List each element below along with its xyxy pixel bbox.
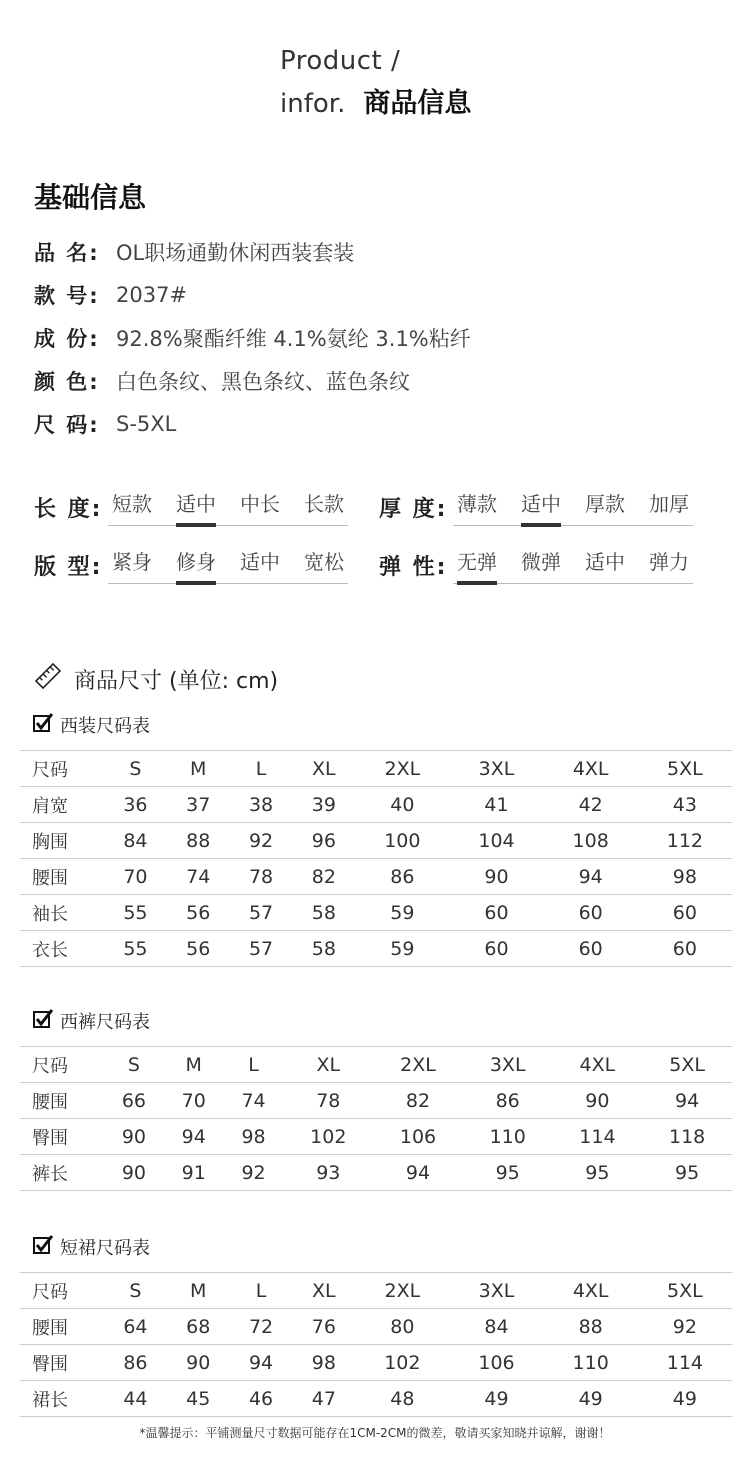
size-header-cell: S [104,1273,167,1309]
size-header-cell: L [224,1047,284,1083]
basic-row-composition [34,316,471,359]
header-line-1: Product / [280,46,401,76]
value-cell: 114 [638,1345,732,1381]
attribute-elasticity [379,540,724,598]
value-cell: 41 [449,787,543,823]
value-cell: 84 [104,823,167,859]
value-cell: 66 [104,1083,164,1119]
value-cell: 104 [449,823,543,859]
size-table [20,750,732,967]
size-header-cell: S [104,1047,164,1083]
basic-info-list [34,230,471,445]
attribute-option: 紧身 [112,550,152,574]
measurement-label-cell: 腰围 [20,1083,104,1119]
attribute-fit [34,540,379,598]
value-cell: 74 [224,1083,284,1119]
table-title-text: 西裤尺码表 [60,1012,150,1033]
value-cell: 95 [463,1155,553,1191]
value-cell: 60 [638,895,732,931]
value-cell: 49 [449,1381,543,1417]
measurement-label-cell: 腰围 [20,1309,104,1345]
pants-size-table-block [20,1008,732,1191]
value-cell: 106 [373,1119,463,1155]
value-cell: 92 [230,823,293,859]
size-header-cell: 4XL [544,1273,638,1309]
sizes-title-text: 商品尺寸 (单位: cm) [74,668,279,694]
value-cell: 90 [449,859,543,895]
value-cell: 74 [167,859,230,895]
table-row [20,1309,732,1345]
value-cell: 40 [355,787,449,823]
basic-value: S-5XL [116,411,177,436]
attribute-key: 版 型: [34,555,103,580]
table-row [20,1119,732,1155]
attribute-thickness [379,482,724,540]
value-cell: 72 [230,1309,293,1345]
measurement-label-cell: 臀围 [20,1345,104,1381]
value-cell: 59 [355,931,449,967]
value-cell: 60 [544,895,638,931]
value-cell: 42 [544,787,638,823]
basic-row-name [34,230,471,273]
attribute-option: 薄款 [457,492,497,516]
basic-row-size [34,402,471,445]
attribute-options [453,482,693,526]
table-title-text: 西装尺码表 [60,716,150,737]
measurement-label-cell: 袖长 [20,895,104,931]
header-label-cell: 尺码 [20,1273,104,1309]
value-cell: 88 [544,1309,638,1345]
value-cell: 64 [104,1309,167,1345]
size-header-cell: M [164,1047,224,1083]
size-header-cell: XL [283,1047,373,1083]
size-header-cell: 2XL [355,751,449,787]
attribute-option: 长款 [304,492,344,516]
attribute-option: 适中 [176,482,216,525]
ruler-icon [34,662,62,696]
attribute-row [34,540,724,598]
value-cell: 82 [292,859,355,895]
table-row [20,787,732,823]
table-title [32,1234,732,1260]
attribute-options [108,540,348,584]
size-header-cell: 5XL [642,1047,732,1083]
value-cell: 60 [449,931,543,967]
value-cell: 76 [292,1309,355,1345]
measurement-label-cell: 裤长 [20,1155,104,1191]
table-title [32,1008,732,1034]
table-row [20,1381,732,1417]
basic-value: 92.8%聚酯纤维 4.1%氨纶 3.1%粘纤 [116,326,471,351]
value-cell: 59 [355,895,449,931]
value-cell: 106 [449,1345,543,1381]
basic-row-style-no [34,273,471,316]
size-header-cell: 4XL [544,751,638,787]
value-cell: 57 [230,895,293,931]
value-cell: 94 [164,1119,224,1155]
attribute-options [108,482,348,526]
value-cell: 60 [638,931,732,967]
suit-size-table-block [20,712,732,967]
attribute-option: 修身 [176,540,216,583]
size-header-cell: M [167,751,230,787]
measurement-label-cell: 腰围 [20,859,104,895]
size-header-cell: 5XL [638,1273,732,1309]
value-cell: 43 [638,787,732,823]
table-header-row [20,1047,732,1083]
value-cell: 100 [355,823,449,859]
attribute-option: 无弹 [457,540,497,583]
size-header-cell: M [167,1273,230,1309]
checkbox-checked-icon [32,712,54,739]
value-cell: 78 [283,1083,373,1119]
value-cell: 90 [553,1083,643,1119]
measurement-label-cell: 臀围 [20,1119,104,1155]
size-header-cell: XL [292,1273,355,1309]
size-header-cell: 3XL [449,1273,543,1309]
value-cell: 86 [355,859,449,895]
table-title-text: 短裙尺码表 [60,1238,150,1259]
value-cell: 90 [104,1155,164,1191]
value-cell: 92 [638,1309,732,1345]
attribute-option: 短款 [112,492,152,516]
value-cell: 110 [544,1345,638,1381]
value-cell: 94 [373,1155,463,1191]
size-header-cell: 2XL [373,1047,463,1083]
table-row [20,1345,732,1381]
size-table [20,1272,732,1417]
value-cell: 90 [104,1119,164,1155]
value-cell: 58 [292,895,355,931]
value-cell: 60 [544,931,638,967]
value-cell: 86 [104,1345,167,1381]
basic-key: 尺 码: [34,412,100,437]
value-cell: 98 [638,859,732,895]
value-cell: 98 [292,1345,355,1381]
basic-value: 2037# [116,282,188,307]
table-row [20,895,732,931]
size-header-cell: 5XL [638,751,732,787]
value-cell: 95 [553,1155,643,1191]
value-cell: 49 [544,1381,638,1417]
measurement-label-cell: 肩宽 [20,787,104,823]
header-label-cell: 尺码 [20,751,104,787]
measurement-label-cell: 胸围 [20,823,104,859]
header-label-cell: 尺码 [20,1047,104,1083]
size-header-cell: L [230,1273,293,1309]
value-cell: 91 [164,1155,224,1191]
value-cell: 49 [638,1381,732,1417]
value-cell: 110 [463,1119,553,1155]
value-cell: 55 [104,895,167,931]
measurement-label-cell: 裙长 [20,1381,104,1417]
table-row [20,1083,732,1119]
value-cell: 95 [642,1155,732,1191]
value-cell: 58 [292,931,355,967]
basic-key: 成 份: [34,326,100,351]
basic-key: 款 号: [34,283,100,308]
value-cell: 112 [638,823,732,859]
measurement-note: *温馨提示：平铺测量尺寸数据可能存在1CM-2CM的微差，敬请买家知晓并谅解，谢谢！ [139,1426,611,1440]
value-cell: 94 [642,1083,732,1119]
value-cell: 88 [167,823,230,859]
value-cell: 46 [230,1381,293,1417]
value-cell: 108 [544,823,638,859]
value-cell: 60 [449,895,543,931]
page-header [280,44,471,124]
checkbox-checked-icon [32,1234,54,1261]
value-cell: 70 [104,859,167,895]
table-title [32,712,732,738]
header-cn: 商品信息 [363,88,472,119]
size-header-cell: S [104,751,167,787]
value-cell: 47 [292,1381,355,1417]
checkbox-checked-icon [32,1008,54,1035]
attribute-length [34,482,379,540]
basic-info-title: 基础信息 [34,181,147,214]
table-row [20,1155,732,1191]
basic-row-color [34,359,471,402]
table-header-row [20,1273,732,1309]
basic-key: 品 名: [34,240,100,265]
size-header-cell: 3XL [463,1047,553,1083]
value-cell: 37 [167,787,230,823]
attribute-option: 厚款 [585,492,625,516]
size-header-cell: 2XL [355,1273,449,1309]
value-cell: 56 [167,931,230,967]
value-cell: 55 [104,931,167,967]
basic-key: 颜 色: [34,369,100,394]
table-row [20,931,732,967]
value-cell: 38 [230,787,293,823]
header-line-2 [280,84,471,124]
value-cell: 45 [167,1381,230,1417]
value-cell: 92 [224,1155,284,1191]
value-cell: 48 [355,1381,449,1417]
value-cell: 102 [355,1345,449,1381]
attributes-panel [34,482,724,598]
value-cell: 96 [292,823,355,859]
attribute-key: 弹 性: [379,555,448,580]
value-cell: 86 [463,1083,553,1119]
value-cell: 80 [355,1309,449,1345]
attribute-options [453,540,693,584]
attribute-option: 宽松 [304,550,344,574]
value-cell: 84 [449,1309,543,1345]
value-cell: 57 [230,931,293,967]
value-cell: 68 [167,1309,230,1345]
value-cell: 78 [230,859,293,895]
sizes-title [34,662,278,696]
size-header-cell: 3XL [449,751,543,787]
value-cell: 56 [167,895,230,931]
size-header-cell: L [230,751,293,787]
attribute-row [34,482,724,540]
size-header-cell: 4XL [553,1047,643,1083]
skirt-size-table-block [20,1234,732,1417]
attribute-option: 适中 [521,482,561,525]
value-cell: 102 [283,1119,373,1155]
basic-value: 白色条纹、黑色条纹、蓝色条纹 [116,369,410,394]
value-cell: 36 [104,787,167,823]
value-cell: 90 [167,1345,230,1381]
value-cell: 93 [283,1155,373,1191]
attribute-option: 适中 [585,550,625,574]
value-cell: 44 [104,1381,167,1417]
table-row [20,823,732,859]
size-header-cell: XL [292,751,355,787]
table-header-row [20,751,732,787]
value-cell: 70 [164,1083,224,1119]
measurement-label-cell: 衣长 [20,931,104,967]
value-cell: 82 [373,1083,463,1119]
value-cell: 39 [292,787,355,823]
attribute-option: 微弹 [521,550,561,574]
value-cell: 94 [230,1345,293,1381]
size-table [20,1046,732,1191]
value-cell: 94 [544,859,638,895]
basic-value: OL职场通勤休闲西装套装 [116,240,355,265]
attribute-option: 适中 [240,550,280,574]
value-cell: 118 [642,1119,732,1155]
attribute-option: 中长 [240,492,280,516]
header-en: infor. [280,89,346,119]
value-cell: 114 [553,1119,643,1155]
attribute-option: 弹力 [649,550,689,574]
attribute-key: 长 度: [34,497,103,522]
attribute-key: 厚 度: [379,497,448,522]
attribute-option: 加厚 [649,492,689,516]
table-row [20,859,732,895]
value-cell: 98 [224,1119,284,1155]
